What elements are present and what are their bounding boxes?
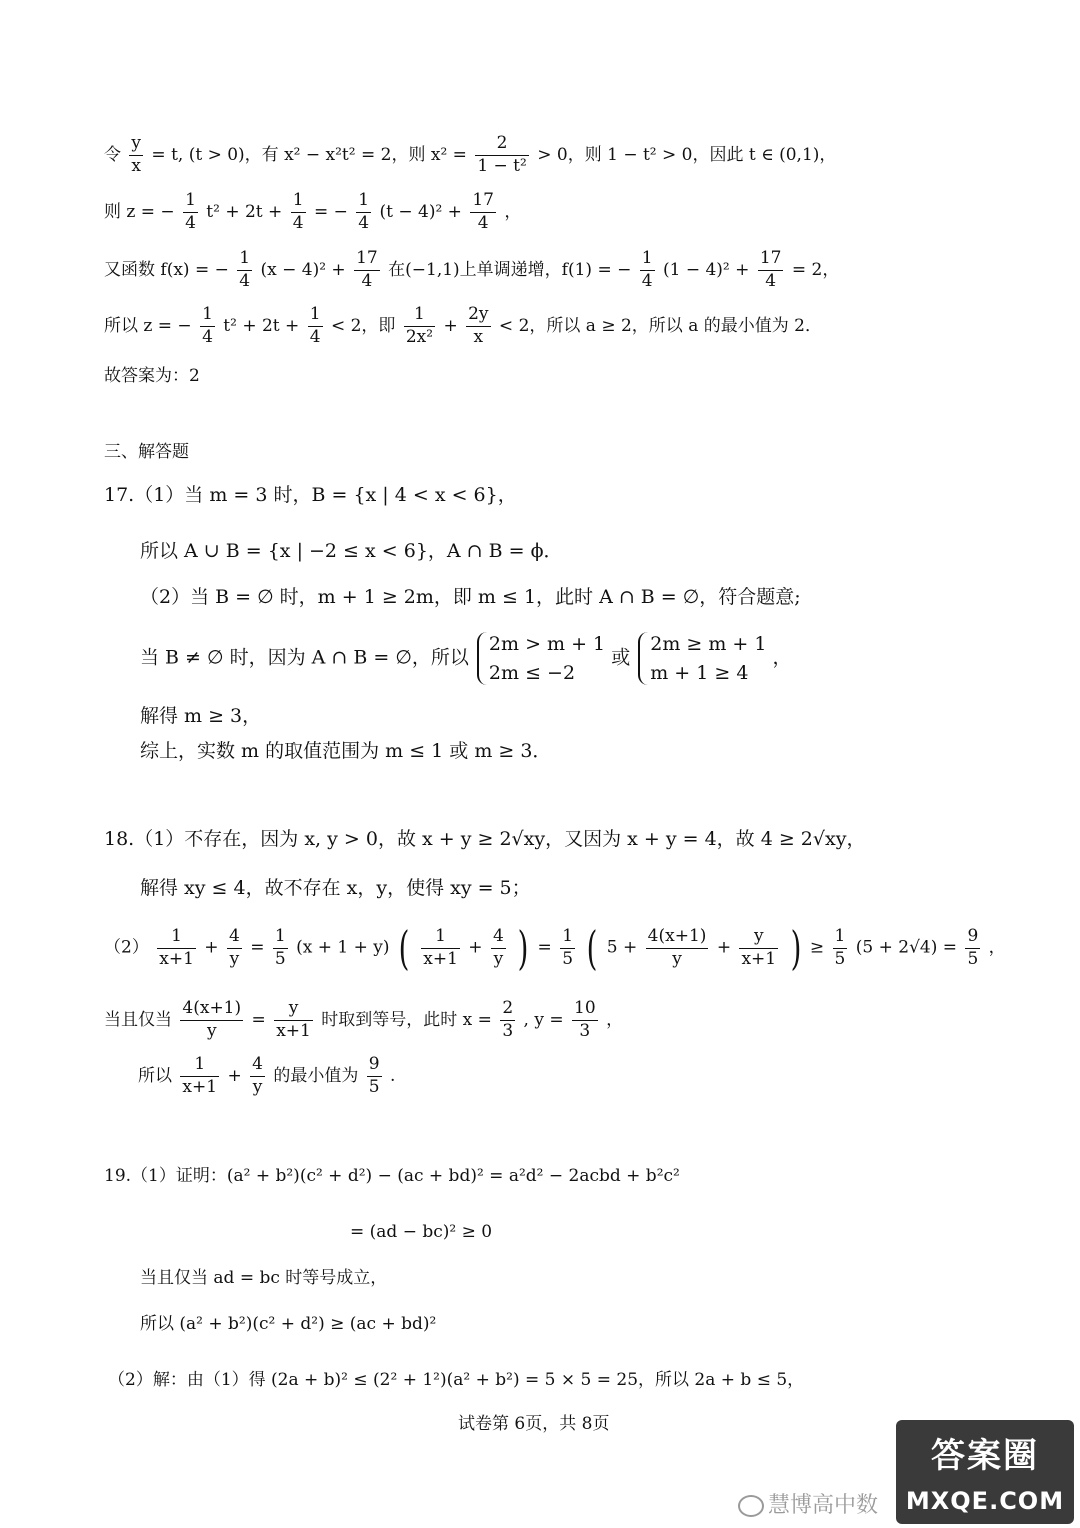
solution-line-3: 又函数 f(x) = − $\frac{1}{4}$ (x − 4)² + $\frac{17}{4}$ 在(−1,1)上单调递增，f(1) = − $\frac{1}{4}$ (1 − 4)² + $\frac{17}{4}$ = 2， [104, 248, 840, 291]
inequality-system: 2m ≥ m + 1 m + 1 ≥ 4 [636, 630, 766, 687]
fraction: $\frac{4}{y}$ [252, 1054, 263, 1097]
fraction: $\frac{2}{\text{1 − t²}}$ [477, 133, 527, 176]
q17-part2: （2）当 B = ∅ 时，m + 1 ≥ 2m，即 m ≤ 1，此时 A ∩ B = ∅，符合题意; [140, 586, 801, 608]
fraction: $\frac{9}{5}$ [967, 925, 979, 969]
fraction: $\frac{1}{x+1}$ [182, 1054, 218, 1097]
fraction: $\frac{2}{3}$ [502, 998, 514, 1041]
answer-line: 故答案为：2 [104, 366, 200, 386]
fraction: $\frac{1}{5}$ [834, 925, 846, 969]
q18-equality-condition: 当且仅当 $\frac{4(x+1)}{y}$ = $\frac{y}{x+1}$ 时取到等号，此时 x = $\frac{2}{3}$ , y = $\frac{10}{3}$ ， [104, 998, 624, 1041]
fraction: $\frac{17}{4}$ [759, 248, 782, 291]
fraction: $\frac{1}{x+1}$ [423, 925, 458, 969]
fraction: $\frac{1}{4}$ [292, 190, 304, 233]
q18-solved: 解得 xy ≤ 4，故不存在 x，y，使得 xy = 5； [140, 877, 531, 899]
section-heading: 三、解答题 [104, 442, 189, 462]
q19-equality: 当且仅当 ad = bc 时等号成立， [140, 1268, 388, 1288]
fraction: $\frac{9}{5}$ [368, 1054, 380, 1097]
fraction: $\frac{17}{4}$ [472, 190, 494, 233]
fraction: $\frac{1}{4}$ [185, 190, 196, 233]
fraction: $\frac{1}{\text{2x²}}$ [405, 304, 434, 347]
q17-solved: 解得 m ≥ 3， [140, 705, 262, 727]
fraction: $\frac{1}{5}$ [274, 925, 286, 969]
q18-part2: （2） $\frac{1}{x+1}$ + $\frac{4}{y}$ = $\frac{1}{5}$ (x + 1 + y) ( $\frac{1}{x+1}$ + $\frac{4}{y}$ ) = $\frac{1}{5}$ ( 5 + $\frac{4(x+1)}{y}$ + $\frac{y}{x+1}$ ) ≥ $\frac{1}{5}$ (5 + 2√4) = $\frac{9}{5}$ ， [104, 921, 1006, 975]
solution-line-2: 则 z = − $\frac{1}{4}$ t² + 2t + $\frac{1}{4}$ = − $\frac{1}{4}$ (t − 4)² + $\frac{17}{4}$ ， [104, 190, 522, 233]
watermark-brand: 慧博高中数 [738, 1488, 878, 1519]
fraction: $\frac{2y}{x}$ [468, 304, 489, 347]
q17-conclusion: 综上，实数 m 的取值范围为 m ≤ 1 或 m ≥ 3． [140, 740, 552, 762]
q19-proof-step: = (ad − bc)² ≥ 0 [350, 1222, 493, 1242]
fraction: $\frac{y}{x}$ [131, 133, 142, 176]
q17-system-line: 当 B ≠ ∅ 时，因为 A ∩ B = ∅，所以 2m > m + 1 2m ≤ −2 或 2m ≥ m + 1 m + 1 ≥ 4 ， [140, 630, 792, 687]
fraction: $\frac{1}{4}$ [641, 248, 653, 291]
fraction: $\frac{1}{4}$ [239, 248, 251, 291]
q18-part1: 18.（1）不存在，因为 x, y > 0，故 x + y ≥ 2√xy，又因为 x + y = 4，故 4 ≥ 2√xy， [104, 828, 866, 850]
fraction: $\frac{4}{y}$ [492, 925, 504, 969]
fraction: $\frac{10}{3}$ [574, 998, 596, 1041]
fraction: $\frac{1}{5}$ [562, 925, 574, 969]
fraction: $\frac{1}{4}$ [358, 190, 370, 233]
q19-conclusion: 所以 (a² + b²)(c² + d²) ≥ (ac + bd)² [140, 1314, 437, 1334]
fraction: $\frac{1}{x+1}$ [159, 925, 194, 969]
fraction: $\frac{1}{4}$ [202, 304, 213, 347]
watermark-logo: 答案圈 MXQE.COM [896, 1420, 1074, 1524]
fraction: $\frac{4}{y}$ [228, 925, 240, 969]
fraction: $\frac{4(x+1)}{y}$ [182, 998, 242, 1041]
fraction: $\frac{4(x+1)}{y}$ [647, 925, 707, 969]
solution-line-4: 所以 z = − $\frac{1}{4}$ t² + 2t + $\frac{1}{4}$ < 2，即 $\frac{1}{\text{2x²}}$ + $\frac{2y}{x}$ < 2，所以 a ≥ 2，所以 a 的最小值为 2． [104, 304, 822, 347]
fraction: $\frac{y}{x+1}$ [276, 998, 311, 1041]
q18-min-value: 所以 $\frac{1}{x+1}$ + $\frac{4}{y}$ 的最小值为 $\frac{9}{5}$ . [138, 1054, 396, 1097]
fraction: $\frac{y}{x+1}$ [741, 925, 777, 969]
q17-part1: 17.（1）当 m = 3 时，B = {x | 4 < x < 6}， [104, 484, 517, 506]
fraction: $\frac{1}{4}$ [309, 304, 321, 347]
solution-line-1: 令 $\frac{y}{x}$ = t, (t > 0)，有 x² − x²t² = 2，则 x² = $\frac{2}{\text{1 − t²}}$ > 0，则 1 − t² > 0，因此 t ∈ (0,1)， [104, 133, 837, 176]
page-footer: 试卷第 6页，共 8页 [458, 1414, 610, 1434]
q17-union: 所以 A ∪ B = {x | −2 ≤ x < 6}，A ∩ B = ϕ． [140, 540, 563, 562]
inequality-system: 2m > m + 1 2m ≤ −2 [475, 630, 605, 687]
wechat-icon [738, 1495, 764, 1517]
fraction: $\frac{17}{4}$ [356, 248, 378, 291]
q19-part2: （2）解：由（1）得 (2a + b)² ≤ (2² + 1²)(a² + b²) = 5 × 5 = 25，所以 2a + b ≤ 5， [108, 1370, 805, 1390]
q19-proof: 19.（1）证明：(a² + b²)(c² + d²) − (ac + bd)² = a²d² − 2acbd + b²c² [104, 1166, 680, 1186]
